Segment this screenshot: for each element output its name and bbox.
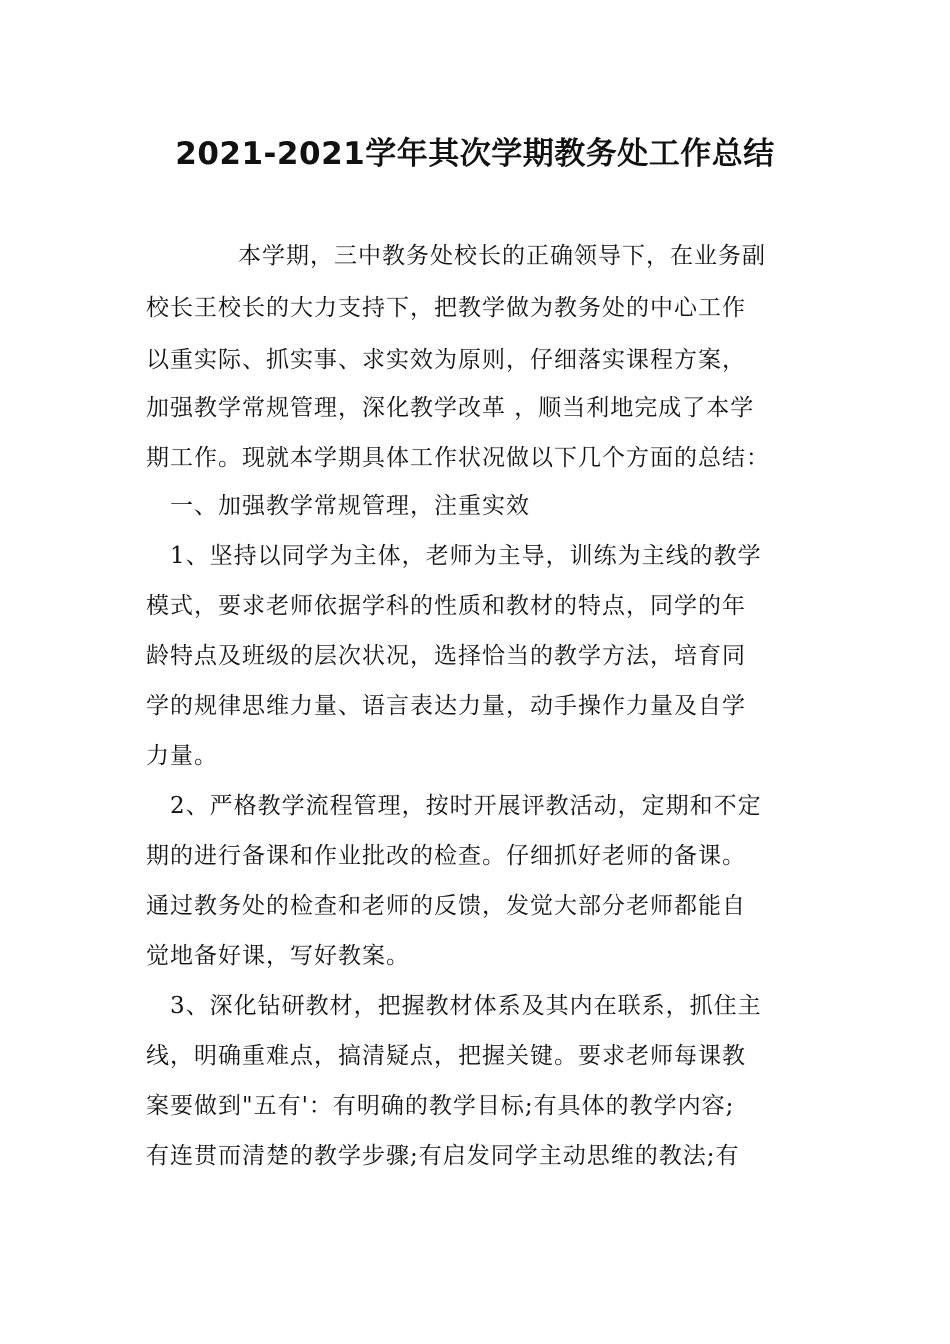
paragraph-line: 觉地备好课，写好教案。 <box>146 943 410 969</box>
paragraph-line: 期的进行备课和作业批改的检查。仔细抓好老师的备课。 <box>146 843 746 869</box>
paragraph-line: 2、严格教学流程管理，按时开展评教活动，定期和不定 <box>170 793 762 819</box>
paragraph-line: 案要做到"五有'：有明确的教学目标;有具体的教学内容; <box>146 1093 735 1119</box>
paragraph-line: 本学期，三中教务处校长的正确领导下，在业务副 <box>238 243 766 269</box>
section-heading: 一、加强教学常规管理，注重实效 <box>170 493 530 519</box>
paragraph-line: 学的规律思维力量、语言表达力量，动手操作力量及自学 <box>146 693 746 719</box>
paragraph-line: 通过教务处的检查和老师的反馈，发觉大部分老师都能自 <box>146 893 746 919</box>
paragraph-line: 以重实际、抓实事、求实效为原则，仔细落实课程方案， <box>146 347 746 373</box>
paragraph-line: 3、深化钻研教材，把握教材体系及其内在联系，抓住主 <box>170 993 762 1019</box>
document-title: 2021-2021学年其次学期教务处工作总结 <box>175 136 775 172</box>
paragraph-line: 有连贯而清楚的教学步骤;有启发同学主动思维的教法;有 <box>146 1143 740 1169</box>
paragraph-line: 期工作。现就本学期具体工作状况做以下几个方面的总结： <box>146 445 770 471</box>
paragraph-line: 龄特点及班级的层次状况，选择恰当的教学方法，培育同 <box>146 643 746 669</box>
paragraph-line: 力量。 <box>146 743 218 769</box>
paragraph-line: 模式，要求老师依据学科的性质和教材的特点，同学的年 <box>146 593 746 619</box>
paragraph-line: 线，明确重难点，搞清疑点，把握关键。要求老师每课教 <box>146 1043 746 1069</box>
paragraph-line: 校长王校长的大力支持下，把教学做为教务处的中心工作 <box>146 295 746 321</box>
paragraph-line: 加强教学常规管理，深化教学改革 ，顺当利地完成了本学 <box>146 395 755 421</box>
paragraph-line: 1、坚持以同学为主体，老师为主导，训练为主线的教学 <box>170 543 762 569</box>
